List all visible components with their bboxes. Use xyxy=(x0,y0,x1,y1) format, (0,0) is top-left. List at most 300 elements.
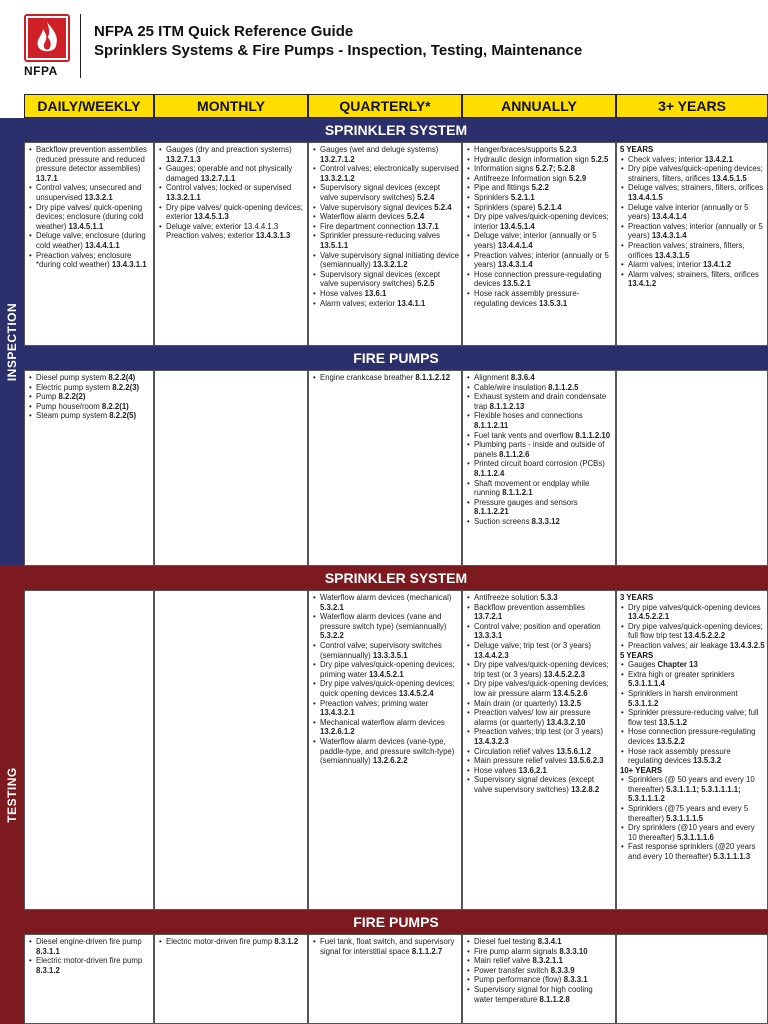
cell-insp-sprinkler-daily-weekly xyxy=(24,142,154,346)
code-reference: 13.4.5.1.5 xyxy=(712,173,747,183)
item-text: Fire department connection xyxy=(320,221,418,231)
code-reference: 13.4.4.1.4 xyxy=(497,240,533,250)
list-item xyxy=(312,222,459,232)
code-reference: 13.5.1.2 xyxy=(658,717,687,727)
item-text: Pressure gauges and sensors xyxy=(474,497,578,507)
item-text: Preaction valves; air leakage xyxy=(628,640,730,650)
item-text: Hydraulic design information sign xyxy=(474,154,592,164)
item-text: Waterflow alarm devices (vane-type, paddle-type, and pressure switch-type) (semiannually) xyxy=(320,736,455,766)
item-text: Alarm valves; strainers, filters, orifices xyxy=(628,269,759,279)
item-text: Preaction valves; interior (annually or 5 years) xyxy=(628,221,763,241)
list-item xyxy=(312,373,459,383)
code-reference: 5.2.5 xyxy=(591,154,609,164)
item-text: Dry pipe valves/quick-opening devices xyxy=(628,602,761,612)
item-text: Preaction valves; strainers, filters, orifices xyxy=(628,240,745,260)
code-reference: 5.2.1.1 xyxy=(510,192,535,202)
item-text: Mechanical waterflow alarm devices xyxy=(320,717,445,727)
code-reference: 13.4.5.2.2.3 xyxy=(543,669,585,679)
item-text: Fast response sprinklers (@20 years and every 10 thereafter) xyxy=(628,842,756,862)
code-reference: 13.2.7.1.2 xyxy=(320,154,355,164)
code-reference: 5.2.9 xyxy=(568,173,587,183)
list-item xyxy=(620,241,765,260)
item-text: Preaction valves; enclosure *during cold weather) xyxy=(36,250,132,270)
code-reference: 13.2.6.2.2 xyxy=(372,756,408,766)
code-reference: 13.4.3.1.5 xyxy=(654,250,690,260)
code-reference: 13.4.4.1.4 xyxy=(651,212,687,222)
item-text: Hose connection pressure-regulating devices xyxy=(628,727,756,746)
list-item xyxy=(466,985,613,1004)
list-item xyxy=(620,203,765,222)
code-reference: 8.2.2(2) xyxy=(58,392,86,402)
item-text: Deluge valves; strainers, filters, orifices xyxy=(628,183,764,193)
item-text: Deluge valve; trip test (or 3 years) xyxy=(474,640,591,650)
list-item xyxy=(620,155,765,165)
list-item xyxy=(312,251,459,270)
list-item xyxy=(28,251,151,270)
item-text: Diesel engine-driven fire pump xyxy=(36,937,142,946)
code-reference: 13.4.1.2 xyxy=(702,260,732,270)
cell-insp-pumps-3-plus-years xyxy=(616,370,768,566)
item-text: Dry pipe valves/quick-opening devices; strainers, filters, orifices xyxy=(628,164,763,183)
code-reference: 8.2.2(3) xyxy=(112,382,140,392)
list-item xyxy=(466,373,613,383)
item-text: Hose connection pressure-regulating devices xyxy=(474,269,602,289)
code-reference: 13.4.1.1 xyxy=(397,298,426,308)
code-reference: 13.5.3.2 xyxy=(693,756,722,766)
cell-test-pumps-quarterly xyxy=(308,934,462,1024)
code-reference: 13.5.2.1 xyxy=(502,279,531,289)
interval-heading: 3 YEARS xyxy=(620,593,654,602)
list-item xyxy=(620,842,765,861)
code-reference: 5.2.2 xyxy=(531,183,549,193)
band-testing-sprinkler-system: SPRINKLER SYSTEM xyxy=(24,566,768,590)
code-reference: 13.3.2.1.2 xyxy=(372,260,408,270)
code-reference: 8.1.1.2.5 xyxy=(548,382,579,392)
list-item xyxy=(466,383,613,393)
code-reference: 13.5.1.1 xyxy=(320,240,349,250)
item-text: Diesel pump system xyxy=(36,373,109,382)
code-reference: Chapter 13 xyxy=(657,660,698,670)
list-item xyxy=(312,183,459,202)
code-reference: 8.3.3.9 xyxy=(550,965,575,975)
code-reference: 13.7.1 xyxy=(36,173,58,183)
code-reference: 13.4.3.2.1 xyxy=(320,708,355,718)
code-reference: 13.4.3.2.10 xyxy=(546,717,586,727)
inspection-sidebar xyxy=(0,118,24,566)
code-reference: 5.2.4 xyxy=(434,202,452,212)
list-item xyxy=(312,203,459,213)
item-text: Hose valves xyxy=(474,765,519,775)
flame-icon xyxy=(24,14,70,62)
list-item xyxy=(312,641,459,660)
item-text: Sprinklers xyxy=(474,192,511,202)
cell-insp-sprinkler-quarterly xyxy=(308,142,462,346)
code-reference: 8.1.1.2.21 xyxy=(474,507,509,517)
item-text: Alarm valves; exterior xyxy=(320,298,398,308)
cell-test-sprinkler-daily-weekly xyxy=(24,590,154,910)
list-item xyxy=(620,270,765,289)
code-reference: 8.1.1.2.4 xyxy=(474,468,505,478)
code-reference: 13.5.6.1.2 xyxy=(556,746,592,756)
code-reference: 13.6.2.1 xyxy=(518,765,547,775)
item-text: Gauges xyxy=(628,660,658,670)
code-reference: 8.3.4.1 xyxy=(537,937,562,946)
code-reference: 8.1.1.2.7 xyxy=(411,946,443,956)
code-reference: 8.3.1.2 xyxy=(274,937,299,946)
item-text: Exhaust system and drain condensate trap xyxy=(474,392,607,411)
list-item xyxy=(312,270,459,289)
item-text: Electric pump system xyxy=(36,382,113,392)
list-item xyxy=(466,727,613,746)
item-text: Sprinkler pressure-reducing valve; full flow test xyxy=(628,708,759,727)
code-reference: 5.2.1.4 xyxy=(537,202,562,212)
logo-text: NFPA xyxy=(24,64,58,78)
item-text: Supervisory signal devices (except valve supervisory switches) xyxy=(320,269,441,289)
code-reference: 13.3.3.5.1 xyxy=(372,650,408,660)
list-item xyxy=(620,747,765,766)
cell-insp-pumps-daily-weekly xyxy=(24,370,154,566)
list-item xyxy=(312,593,459,612)
list-item xyxy=(466,747,613,757)
list-item xyxy=(620,164,765,183)
code-reference: 13.4.4.1.5 xyxy=(628,192,663,202)
interval-heading: 10+ YEARS xyxy=(620,765,663,775)
list-item xyxy=(620,727,765,746)
code-reference: 13.3.3.1 xyxy=(474,631,503,641)
page-subtitle: Sprinklers Systems & Fire Pumps - Inspection, Testing, Maintenance xyxy=(94,42,583,59)
code-reference: 8.3.2.1.1 xyxy=(532,956,563,966)
code-reference: 13.4.2.1 xyxy=(704,154,733,164)
item-text: Deluge valve interior (annually or 5 years) xyxy=(628,202,749,222)
code-reference: 13.4.3.2.5 xyxy=(729,640,765,650)
item-text: Supervisory signal devices (except valve supervisory switches) xyxy=(320,183,441,202)
list-item xyxy=(466,699,613,709)
list-item xyxy=(466,956,613,966)
list-item xyxy=(158,222,305,241)
item-text: Dry pipe valves/quick-opening devices; trip test (or 3 years) xyxy=(474,660,609,679)
item-text: Main drain (or quarterly) xyxy=(474,698,560,708)
list-item xyxy=(312,164,459,183)
code-reference: 13.5.3.1 xyxy=(539,298,568,308)
page-title: NFPA 25 ITM Quick Reference Guide xyxy=(94,23,354,40)
item-text: Valve supervisory signal devices xyxy=(320,202,435,212)
item-text: Dry pipe valves/quick-opening devices; quick opening devices xyxy=(320,679,455,698)
list-item xyxy=(28,383,151,393)
code-reference: 5.3.3 xyxy=(540,593,558,602)
item-text: Fire pump alarm signals xyxy=(474,946,560,956)
item-text: Preaction valves/ low air pressure alarms (or quarterly) xyxy=(474,708,591,727)
cell-insp-sprinkler-3-plus-years xyxy=(616,142,768,346)
code-reference: 13.4.3.1.3 xyxy=(255,231,291,241)
item-text: Alarm valves; interior xyxy=(628,260,703,270)
code-reference: 13.4.5.1.4 xyxy=(500,221,535,231)
item-text: Backflow prevention assemblies (reduced pressure and reduced pressure detector assemblies) xyxy=(36,145,147,174)
item-text: Preaction valves; priming water xyxy=(320,698,429,708)
cell-insp-sprinkler-monthly xyxy=(154,142,308,346)
list-item xyxy=(466,479,613,498)
list-item xyxy=(466,155,613,165)
list-item xyxy=(158,145,305,164)
list-item xyxy=(312,718,459,737)
list-item xyxy=(620,222,765,241)
code-reference: 13.5.6.2.3 xyxy=(568,756,604,766)
item-text: Electric motor-driven fire pump xyxy=(166,937,275,946)
code-reference: 13.3.2.1.1 xyxy=(166,192,201,202)
list-item xyxy=(312,679,459,698)
code-reference: 13.4.5.2.2.2 xyxy=(683,631,726,641)
list-item xyxy=(620,260,765,270)
band-testing-fire-pumps: FIRE PUMPS xyxy=(24,910,768,934)
list-item xyxy=(620,823,765,842)
item-text: Control valve; position and operation xyxy=(474,621,601,631)
column-header-row xyxy=(0,94,768,118)
list-item xyxy=(312,660,459,679)
list-item xyxy=(466,593,613,603)
list-item xyxy=(466,622,613,641)
list-item xyxy=(466,411,613,430)
list-item xyxy=(466,392,613,411)
interval-heading: 5 YEARS xyxy=(620,650,654,660)
code-reference: 13.2.6.1.2 xyxy=(320,727,355,737)
list-item xyxy=(466,289,613,308)
item-text: Engine crankcase breather xyxy=(320,373,416,382)
item-text: Pipe and fittings xyxy=(474,183,532,193)
code-reference: 13.4.3.1.4 xyxy=(651,231,687,241)
column-header-quarterly: QUARTERLY* xyxy=(308,94,462,118)
code-reference: 5.3.2.1 xyxy=(320,602,344,612)
code-reference: 8.2.2(5) xyxy=(109,411,137,421)
list-item xyxy=(466,498,613,517)
code-reference: 13.2.5 xyxy=(559,698,582,708)
item-text: Hose rack assembly pressure-regulating devices xyxy=(474,288,580,308)
item-text: Deluge valve; interior (annually or 5 years) xyxy=(474,231,597,250)
item-text: Electric motor-driven fire pump xyxy=(36,956,143,966)
code-reference: 8.3.1.2 xyxy=(36,965,60,975)
code-reference: 5.2.4 xyxy=(417,192,435,202)
item-text: Dry sprinklers (@10 years and every 10 thereafter) xyxy=(628,823,755,842)
list-item xyxy=(466,431,613,441)
cell-insp-pumps-monthly xyxy=(154,370,308,566)
code-reference: 13.4.3.1.1 xyxy=(111,260,147,270)
column-header-3-plus-years: 3+ YEARS xyxy=(616,94,768,118)
code-reference: 8.1.1.2.8 xyxy=(539,994,570,1004)
cell-test-sprinkler-monthly xyxy=(154,590,308,910)
list-item xyxy=(466,966,613,976)
item-text: Control valve; supervisory switches (semiannually) xyxy=(320,640,442,660)
list-item xyxy=(312,699,459,718)
item-text: Waterflow alarm devices xyxy=(320,212,407,222)
item-text: Gauges (wet and deluge systems) xyxy=(320,145,439,154)
code-reference: 13.7.2.1 xyxy=(474,612,503,622)
cell-test-sprinkler-quarterly xyxy=(308,590,462,910)
list-item xyxy=(28,183,151,202)
cell-test-pumps-3-plus-years xyxy=(616,934,768,1024)
item-text: Waterflow alarm devices (mechanical) xyxy=(320,593,452,602)
item-text: Sprinklers (@75 years and every 5 thereafter) xyxy=(628,804,749,823)
list-item xyxy=(466,708,613,727)
list-item xyxy=(466,756,613,766)
list-item xyxy=(620,708,765,727)
code-reference: 5.3.1.1.1.6 xyxy=(676,832,714,842)
item-text: Dry pipe valves/quick-opening devices; interior xyxy=(474,212,609,231)
band-inspection-fire-pumps: FIRE PUMPS xyxy=(24,346,768,370)
cell-insp-pumps-quarterly xyxy=(308,370,462,566)
item-text: Control valves; unsecured and unsupervised xyxy=(36,183,142,202)
code-reference: 5.2.3 xyxy=(559,145,577,154)
item-text: Sprinklers (spare) xyxy=(474,202,538,212)
item-text: Diesel fuel testing xyxy=(474,937,538,946)
item-text: Dry pipe valves/ quick-opening devices; enclosure (during cold weather) xyxy=(36,202,144,231)
code-reference: 8.1.1.2.11 xyxy=(474,420,509,430)
item-text: Fuel tank vents and overflow xyxy=(474,430,576,440)
list-item xyxy=(466,212,613,231)
list-item xyxy=(312,299,459,309)
code-reference: 8.3.3.1 xyxy=(563,975,588,985)
list-item xyxy=(28,956,151,975)
item-text: Shaft movement or endplay while running xyxy=(474,478,590,498)
code-reference: 13.3.2.1 xyxy=(84,192,113,202)
code-reference: 5.3.1.1.1.3 xyxy=(713,852,751,862)
code-reference: 13.4.5.1.1 xyxy=(68,221,104,231)
item-text: Preaction valves; interior (annually or 5 years) xyxy=(474,250,609,270)
page-header xyxy=(0,0,768,92)
item-text: Deluge valve; exterior 13.4.4.1.3 Preaction valves; exterior xyxy=(166,221,279,241)
list-item xyxy=(466,193,613,203)
list-item xyxy=(466,183,613,193)
nfpa-logo xyxy=(24,14,70,78)
list-item xyxy=(466,660,613,679)
list-item xyxy=(620,660,765,670)
list-item xyxy=(466,641,613,660)
list-item xyxy=(312,612,459,641)
cell-test-sprinkler-3-plus-years xyxy=(616,590,768,910)
code-reference: 13.4.4.1.1 xyxy=(84,240,120,250)
list-item xyxy=(466,517,613,527)
item-text: Steam pump system xyxy=(36,411,110,421)
column-header-annually: ANNUALLY xyxy=(462,94,616,118)
testing-label: TESTING xyxy=(5,767,19,823)
header-divider xyxy=(80,14,81,78)
code-reference: 13.3.2.1.2 xyxy=(320,173,355,183)
code-reference: 13.4.5.2.6 xyxy=(552,688,588,698)
code-reference: 13.4.4.2.3 xyxy=(474,650,509,660)
list-item xyxy=(312,212,459,222)
code-reference: 8.3.3.12 xyxy=(531,516,560,526)
list-item xyxy=(466,775,613,794)
list-item xyxy=(620,775,765,804)
list-item xyxy=(466,766,613,776)
item-text: Supervisory signal for high cooling water temperature xyxy=(474,984,593,1004)
code-reference: 13.4.5.2.4 xyxy=(398,688,434,698)
list-item xyxy=(158,937,305,947)
code-reference: 13.2.7.1.1 xyxy=(200,173,236,183)
item-text: Preaction valves; trip test (or 3 years) xyxy=(474,727,604,737)
inspection-label: INSPECTION xyxy=(5,302,19,382)
code-reference: 5.2.4 xyxy=(406,212,425,222)
code-reference: 8.3.3.10 xyxy=(559,946,588,956)
list-item xyxy=(312,937,459,956)
list-item xyxy=(466,145,613,155)
list-item xyxy=(28,937,151,956)
list-item xyxy=(28,145,151,183)
list-item xyxy=(620,689,765,708)
cell-insp-pumps-annually xyxy=(462,370,616,566)
item-text: Antifreeze Information sign xyxy=(474,173,569,183)
item-text: Deluge valve; enclosure (during cold weather) xyxy=(36,231,146,250)
list-item xyxy=(466,603,613,622)
list-item xyxy=(312,737,459,766)
item-text: Fuel tank, float switch, and supervisory signal for interstitial space xyxy=(320,937,455,956)
list-item xyxy=(28,411,151,421)
list-item xyxy=(466,937,613,947)
list-item xyxy=(28,402,151,412)
list-item xyxy=(158,183,305,202)
cell-test-sprinkler-annually xyxy=(462,590,616,910)
code-reference: 8.1.1.2.13 xyxy=(489,401,525,411)
item-text: Valve supervisory signal initiating device (semiannually) xyxy=(320,250,459,270)
item-text: Hose valves xyxy=(320,288,365,298)
item-text: Dry pipe valves/quick-opening devices; low air pressure alarm xyxy=(474,679,609,698)
item-text: Supervisory signal devices (except valve supervisory switches) xyxy=(474,775,595,794)
item-text: Dry pipe valves/quick-opening devices; priming water xyxy=(320,660,455,679)
code-reference: 13.4.3.1.4 xyxy=(497,260,533,270)
item-text: Flexible hoses and connections xyxy=(474,411,583,421)
item-text: Information signs xyxy=(474,164,536,174)
list-item xyxy=(466,459,613,478)
code-reference: 8.2.2(4) xyxy=(108,373,136,382)
item-text: Pump house/room xyxy=(36,401,102,411)
list-item xyxy=(28,392,151,402)
item-text: Waterflow alarm devices (vane and pressure switch type) (semiannually) xyxy=(320,612,447,631)
item-text: Dry pipe valves/quick-opening devices; full flow trip test xyxy=(628,621,763,641)
list-item xyxy=(466,251,613,270)
list-item xyxy=(466,164,613,174)
list-item xyxy=(28,203,151,232)
code-reference: 8.1.1.2.6 xyxy=(499,449,530,459)
item-text: Backflow prevention assemblies xyxy=(474,602,585,612)
list-item xyxy=(312,145,459,164)
item-text: Gauges; operable and not physically damaged xyxy=(166,164,293,183)
code-reference: 13.4.5.2.1 xyxy=(368,669,404,679)
code-reference: 5.2.7; 5.2.8 xyxy=(535,164,575,174)
item-text: Suction screens xyxy=(474,516,532,526)
list-item xyxy=(312,231,459,250)
list-item xyxy=(620,670,765,689)
item-text: Gauges (dry and preaction systems) xyxy=(166,145,292,154)
interval-heading: 5 YEARS xyxy=(620,145,654,154)
list-item xyxy=(620,641,765,651)
list-item xyxy=(466,231,613,250)
code-reference: 13.4.5.2.2.1 xyxy=(628,612,670,622)
code-reference: 5.3.1.1.2 xyxy=(628,698,659,708)
list-item xyxy=(466,975,613,985)
item-text: Antifreeze solution xyxy=(474,593,541,602)
code-reference: 13.2.8.2 xyxy=(571,784,600,794)
item-text: Alignment xyxy=(474,373,511,382)
list-item xyxy=(158,203,305,222)
code-reference: 8.1.1.2.12 xyxy=(415,373,451,382)
list-item xyxy=(466,679,613,698)
column-header-monthly: MONTHLY xyxy=(154,94,308,118)
item-text: Printed circuit board corrosion (PCBs) xyxy=(474,459,605,469)
item-text: Sprinkler pressure-reducing valves xyxy=(320,231,441,241)
cell-test-pumps-monthly xyxy=(154,934,308,1024)
list-item xyxy=(158,164,305,183)
item-text: Pump xyxy=(36,392,59,402)
column-header-daily-weekly: DAILY/WEEKLY xyxy=(24,94,154,118)
cell-insp-sprinkler-annually xyxy=(462,142,616,346)
list-item xyxy=(620,804,765,823)
